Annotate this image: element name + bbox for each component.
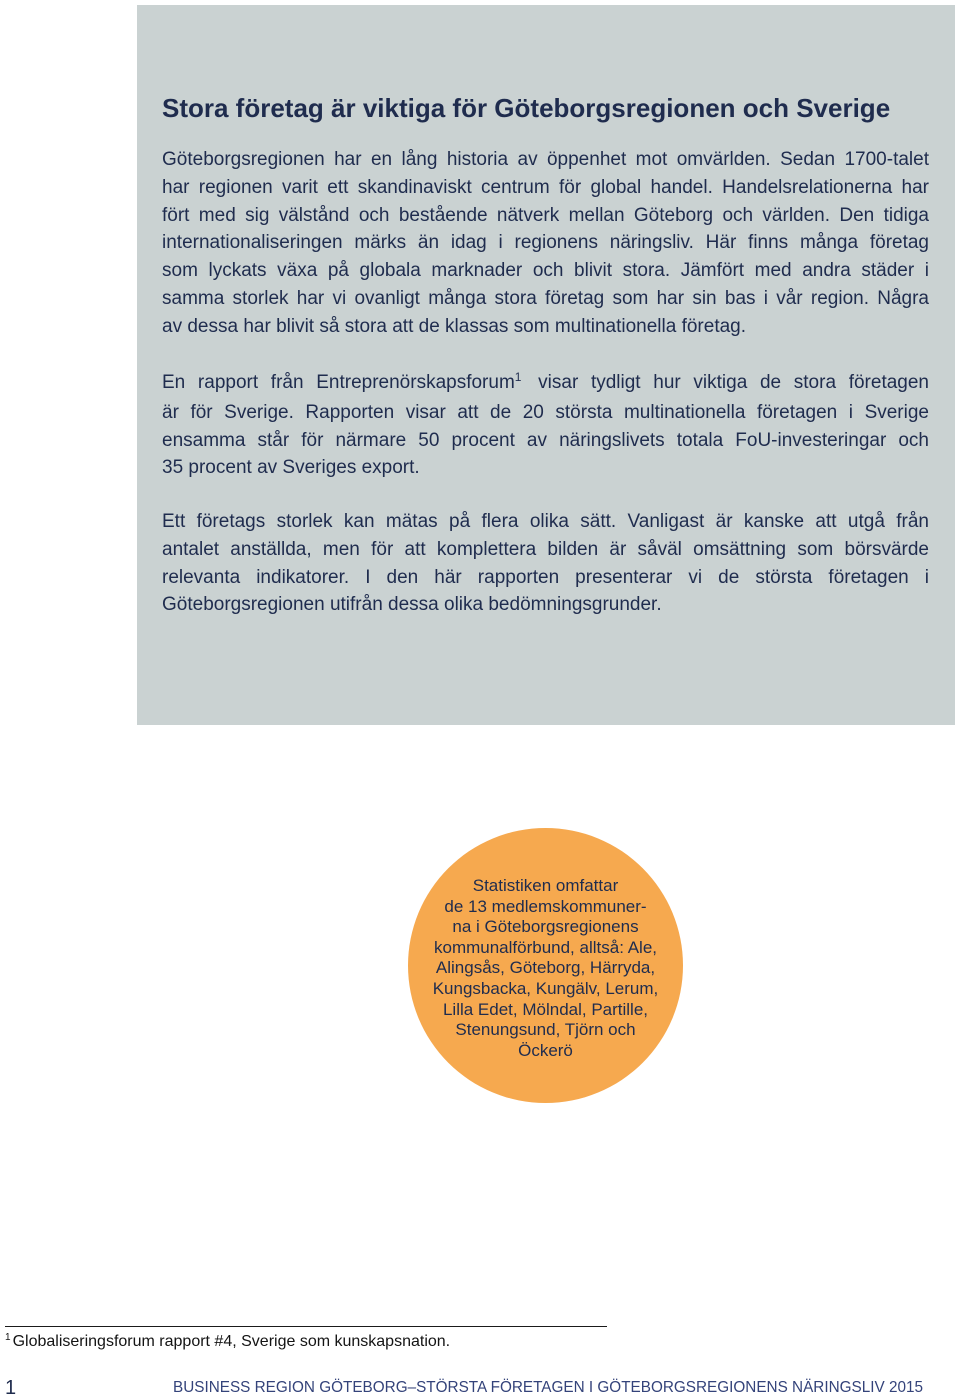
callout-line: de 13 medlemskommuner-	[444, 896, 647, 916]
paragraph-line: Göteborgsregionen har en lång historia av öppenhet mot omvärlden. Sedan 1700-talet	[162, 149, 929, 170]
paragraph-line: antalet anställda, men för att komplettera bilden är såväl omsättning som börsvärde	[162, 538, 929, 560]
callout-line: Kungsbacka, Kungälv, Lerum,	[432, 978, 659, 998]
paragraph-text: visar tydligt hur viktiga de stora företagen	[538, 372, 929, 393]
paragraph-3	[162, 508, 929, 619]
callout-line: Alingsås, Göteborg, Härryda,	[435, 958, 656, 978]
paragraph-line: som lyckats växa på globala marknader och blivit stora. Jämfört med andra städer i	[162, 260, 929, 282]
footnote-marker: 1	[5, 1332, 11, 1343]
footnote	[5, 1332, 450, 1354]
callout-line: Öckerö	[518, 1040, 573, 1060]
footnote-divider	[5, 1326, 607, 1327]
paragraph-line: fört med sig välstånd och bestående nätverk mellan Göteborg och världen. Den tidiga	[162, 204, 929, 226]
callout-line: Statistiken omfattar	[472, 876, 619, 895]
paragraph-1	[162, 146, 929, 341]
callout-line: Stenungsund, Tjörn och	[455, 1020, 636, 1040]
article-title: Stora företag är viktiga för Göteborgsregionen och Sverige	[162, 93, 891, 123]
paragraph-line: har regionen varit ett skandinaviskt centrum för global handel. Handelsrelationerna har	[162, 176, 929, 198]
paragraph-line: 35 procent av Sveriges export.	[162, 457, 420, 479]
footnote-reference: 1	[514, 370, 522, 384]
paragraph-line: ensamma står för närmare 50 procent av näringslivets totala FoU-investeringar och	[162, 429, 929, 451]
paragraph-line: Ett företags storlek kan mätas på flera olika sätt. Vanligast är kanske att utgå från	[162, 511, 929, 532]
callout-line: kommunalförbund, alltså: Ale,	[433, 937, 657, 957]
paragraph-text: En rapport från Entreprenörskapsforum	[162, 372, 515, 393]
paragraph-line	[162, 369, 929, 399]
callout-line: na i Göteborgsregionens	[452, 917, 639, 937]
running-footer-title: BUSINESS REGION GÖTEBORG–STÖRSTA FÖRETAGEN I GÖTEBORGSREGIONENS NÄRINGSLIV 2015	[173, 1379, 923, 1396]
callout-text	[408, 876, 683, 1061]
statistics-callout-circle	[408, 828, 683, 1103]
callout-line: Lilla Edet, Mölndal, Partille,	[442, 999, 649, 1019]
footnote-text: Globaliseringsforum rapport #4, Sverige som kunskapsnation.	[12, 1333, 451, 1350]
paragraph-line: Göteborgsregionen utifrån dessa olika bedömningsgrunder.	[162, 594, 662, 616]
paragraph-line: relevanta indikatorer. I den här rapporten presenterar vi de största företagen i	[162, 566, 929, 588]
paragraph-line: internationaliseringen märks än idag i regionens näringsliv. Här finns många företag	[162, 232, 929, 254]
paragraph-line: är för Sverige. Rapporten visar att de 20 största multinationella företagen i Sverige	[162, 401, 929, 423]
page-number: 1	[5, 1377, 17, 1396]
paragraph-line: samma storlek har vi ovanligt många stora företag som har sin bas i vår region. Några	[162, 287, 929, 309]
paragraph-2	[162, 369, 929, 482]
paragraph-line: av dessa har blivit så stora att de klassas som multinationella företag.	[162, 315, 747, 337]
